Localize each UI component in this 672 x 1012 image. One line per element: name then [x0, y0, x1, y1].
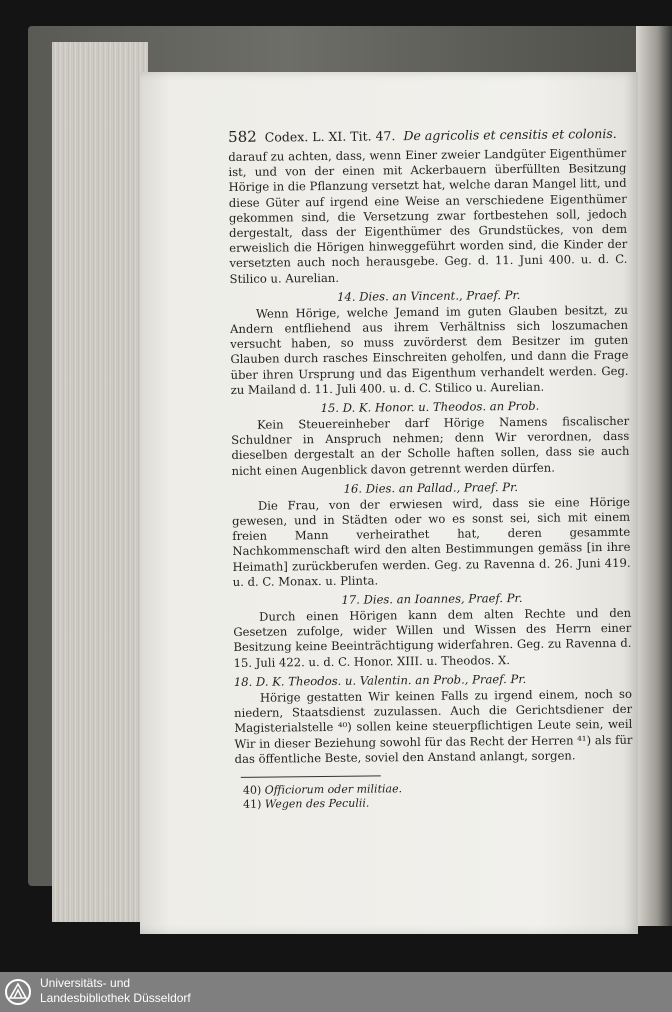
title-heading: De agricolis et censitis et colonis. — [403, 125, 617, 144]
paragraph: darauf zu achten, dass, wenn Einer zweier Landgüter Eigenthümer ist, und von der einen mit Ackerbauern überfüllten Besitzung Hörige in die Pflanzung versetzt hat, welche daran Mangel litt, und diese Güter auf irgend eine Weise an verschiedene Eigenthümer gekommen sind, die Versetzung zwar fortbestehen soll, jedoch dergestalt, dass der Eigenthümer des Grundstückes, von dem erweislich die Hörigen hinweggeführt worden sind, die Kinder der versetzten auch noch herausgebe. Geg. d. 11. Juni 400. u. d. C. Stilico u. Aurelian. — [228, 145, 628, 286]
codex-reference: Codex. L. XI. Tit. 47. — [264, 128, 396, 145]
book-page — [140, 72, 638, 934]
running-header — [228, 124, 626, 146]
section-heading: 16. Dies. an Pallad., Praef. Pr. — [343, 479, 519, 496]
footnote-text: Officiorum oder militiae. — [264, 782, 403, 797]
page-edges — [52, 42, 148, 922]
section-heading: 17. Dies. an Ioannes, Praef. Pr. — [341, 591, 523, 607]
library-name-line1: Universitäts- und — [40, 976, 131, 990]
footnote-number: 41) — [243, 797, 262, 811]
section-heading: 18. D. K. Theodos. u. Valentin. an Prob., Praef. Pr. — [233, 671, 527, 689]
paragraph: Kein Steuereinheber darf Hörige Namens fiscalischer Schuldner in Anspruch nehmen; denn Wir verordnen, dass dieselben dergestalt an der Scholle haften sollen, dass sie auch nicht einen Augenblick davon getrennt werden dürfen. — [231, 413, 630, 478]
footnote-text: Wegen des Peculii. — [264, 796, 370, 811]
paragraph: Hörige gestatten Wir keinen Falls zu irgend einem, noch so niedern, Staatsdienst zuzulassen. Auch die Gerichtsdiener der Magisterialstelle ⁴⁰) sollen keine steuerpflichtigen Leute sein, weil Wir in dieser Beziehung sowohl für das Recht der Herren ⁴¹) als für das öffentliche Beste, soviel den Anstand anlangt, sorgen. — [234, 686, 633, 766]
library-name — [40, 976, 191, 1006]
paragraph: Die Frau, von der erwiesen wird, dass sie eine Hörige gewesen, und in Städten oder wo es sonst sei, sich mit einem freien Mann verheirathet hat, deren gesammte Nachkommenschaft wird den alten Bestimmungen gemäss [in ihre Heimath] zurückberufen werden. Geg. zu Ravenna d. 26. Juni 419. u. d. C. Monax. u. Plinta. — [232, 494, 631, 589]
library-footer-bar — [0, 972, 672, 1012]
footnote-divider — [241, 775, 381, 777]
paragraph: Durch einen Hörigen kann dem alten Rechte und den Gesetzen zufolge, wider Willen und Wissen des Herrn einer Besitzung keine Beeinträchtigung widerfahren. Geg. zu Ravenna d. 15. Juli 422. u. d. C. Honor. XIII. u. Theodos. X. — [233, 605, 632, 670]
library-logo-icon — [4, 978, 32, 1006]
footnote — [243, 794, 633, 812]
page-content — [228, 124, 633, 812]
section-heading: 14. Dies. an Vincent., Praef. Pr. — [337, 287, 521, 304]
library-name-line2: Landesbibliothek Düsseldorf — [40, 991, 191, 1005]
paragraph: Wenn Hörige, welche Jemand im guten Glauben besitzt, zu Andern entfliehend aus ihrem Verhältniss sich loszumachen versucht haben, so muss zuvörderst dem Besitzer im guten Glauben durch rasches Einschreiten geholfen, und dann die Frage über ihren Ursprung und das Eigenthum verhandelt werden. Geg. zu Mailand d. 11. Juli 400. u. d. C. Stilico u. Aurelian. — [230, 302, 629, 397]
book-gutter — [636, 26, 672, 926]
footnote-number: 40) — [242, 783, 262, 797]
section-heading: 15. D. K. Honor. u. Theodos. an Prob. — [320, 398, 540, 416]
page-number: 582 — [228, 127, 257, 146]
